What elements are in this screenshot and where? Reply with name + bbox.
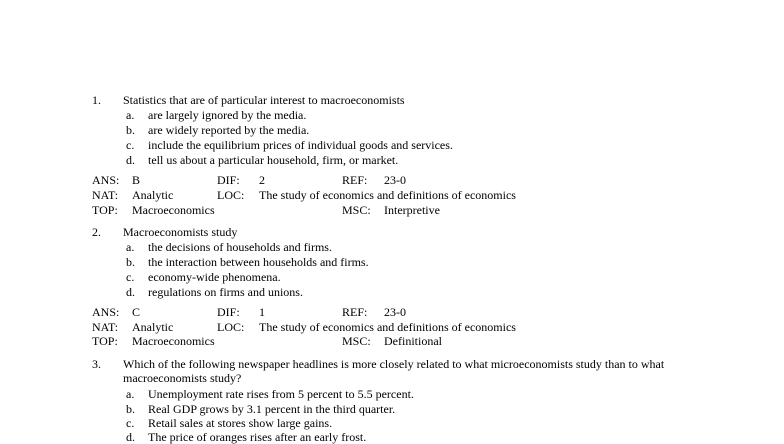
msc-value: Interpretive: [384, 203, 440, 217]
ref-value: 23-0: [384, 173, 406, 187]
ans-label: ANS:: [92, 173, 120, 187]
question-number: 2.: [92, 225, 101, 239]
option-text: tell us about a particular household, firm, or market.: [148, 153, 399, 167]
option-letter: a.: [126, 108, 135, 122]
question-number: 3.: [92, 357, 101, 371]
option-letter: d.: [126, 430, 135, 444]
option-text: the decisions of households and firms.: [148, 240, 332, 254]
option-text: the interaction between households and firms.: [148, 255, 369, 269]
question-stem: Statistics that are of particular interest to macroeconomists: [123, 93, 405, 107]
top-value: Macroeconomics: [132, 203, 215, 217]
loc-value: The study of economics and definitions of economics: [259, 320, 516, 334]
dif-value: 1: [259, 305, 265, 319]
option-text: Retail sales at stores show large gains.: [148, 416, 333, 430]
dif-label: DIF:: [217, 173, 240, 187]
nat-label: NAT:: [92, 188, 119, 202]
option-letter: b.: [126, 255, 135, 269]
loc-value: The study of economics and definitions of economics: [259, 188, 516, 202]
nat-label: NAT:: [92, 320, 119, 334]
option-text: The price of oranges rises after an early frost.: [148, 430, 367, 444]
ans-value: C: [132, 305, 141, 319]
option-letter: a.: [126, 240, 135, 254]
msc-value: Definitional: [384, 334, 442, 348]
ans-value: B: [132, 173, 141, 187]
loc-label: LOC:: [217, 188, 245, 202]
option-letter: c.: [126, 416, 135, 430]
option-text: regulations on firms and unions.: [148, 285, 303, 299]
ref-value: 23-0: [384, 305, 406, 319]
option-text: Real GDP grows by 3.1 percent in the third quarter.: [148, 402, 396, 416]
option-text: include the equilibrium prices of individual goods and services.: [148, 138, 453, 152]
top-label: TOP:: [92, 334, 118, 348]
top-label: TOP:: [92, 203, 118, 217]
option-letter: b.: [126, 402, 135, 416]
nat-value: Analytic: [132, 188, 174, 202]
option-letter: d.: [126, 153, 135, 167]
msc-label: MSC:: [342, 203, 371, 217]
dif-label: DIF:: [217, 305, 240, 319]
msc-label: MSC:: [342, 334, 371, 348]
option-text: are largely ignored by the media.: [148, 108, 307, 122]
top-value: Macroeconomics: [132, 334, 215, 348]
ref-label: REF:: [342, 173, 368, 187]
loc-label: LOC:: [217, 320, 245, 334]
question-stem: Which of the following newspaper headlines is more closely related to what microeconomists study than to what macroeconomists study?: [123, 357, 665, 385]
dif-value: 2: [259, 173, 265, 187]
nat-value: Analytic: [132, 320, 174, 334]
option-letter: c.: [126, 270, 135, 284]
option-letter: a.: [126, 387, 135, 401]
ref-label: REF:: [342, 305, 368, 319]
option-letter: b.: [126, 123, 135, 137]
option-text: are widely reported by the media.: [148, 123, 310, 137]
option-text: Unemployment rate rises from 5 percent to 5.5 percent.: [148, 387, 414, 401]
option-text: economy-wide phenomena.: [148, 270, 281, 284]
question-number: 1.: [92, 93, 101, 107]
option-letter: d.: [126, 285, 135, 299]
option-letter: c.: [126, 138, 135, 152]
question-stem: Macroeconomists study: [123, 225, 238, 239]
ans-label: ANS:: [92, 305, 120, 319]
